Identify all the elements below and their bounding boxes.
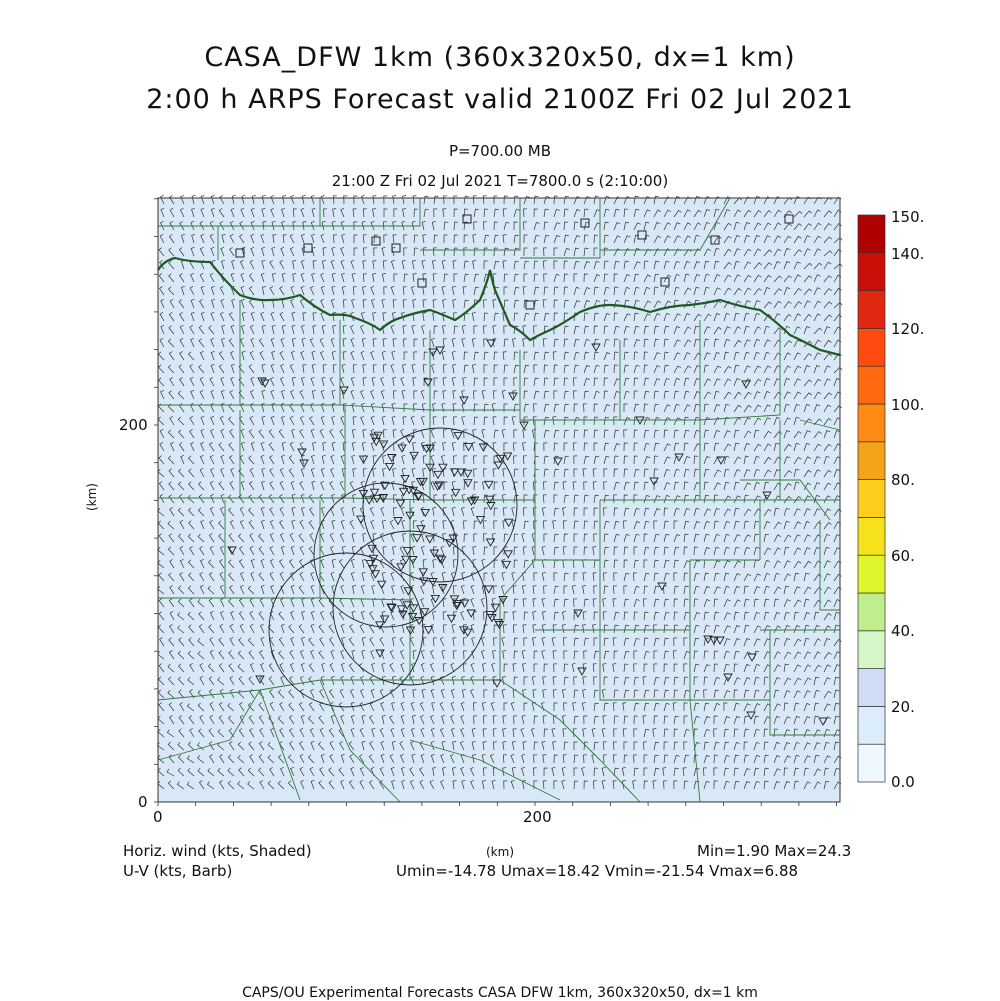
colorbar-swatch [858,442,885,480]
colorbar-label-140: 140. [891,245,925,263]
colorbar-swatch [858,328,885,366]
y-tick-0: 0 [138,793,148,811]
y-tick-200: 200 [119,416,148,434]
y-axis-label: (km) [85,482,100,512]
colorbar-swatch [858,404,885,442]
colorbar-swatch [858,291,885,329]
colorbar-label-120: 120. [891,320,925,338]
x-axis-label: (km) [486,845,515,859]
min-max-values: Min=1.90 Max=24.3 [697,842,852,860]
legend-shaded-field: Horiz. wind (kts, Shaded) [123,842,312,860]
colorbar-label-0: 0.0 [891,773,915,791]
colorbar-swatch [858,253,885,291]
x-tick-200: 200 [523,808,552,826]
title-line-1: CASA_DFW 1km (360x320x50, dx=1 km) [204,42,796,73]
uv-range-values: Umin=-14.78 Umax=18.42 Vmin=-21.54 Vmax=6.88 [396,862,799,880]
colorbar-label-80: 80. [891,471,915,489]
x-tick-0: 0 [153,808,163,826]
colorbar-swatch [858,706,885,744]
colorbar-swatch [858,517,885,555]
colorbar-swatch [858,366,885,404]
colorbar-label-60: 60. [891,547,915,565]
colorbar-swatch [858,215,885,253]
colorbar-label-40: 40. [891,622,915,640]
colorbar-label-150: 150. [891,208,925,226]
valid-time: 21:00 Z Fri 02 Jul 2021 T=7800.0 s (2:10:00) [331,172,669,190]
footer-credit: CAPS/OU Experimental Forecasts CASA DFW 1km, 360x320x50, dx=1 km [242,985,758,1001]
colorbar-swatch [858,669,885,707]
colorbar-label-20: 20. [891,698,915,716]
colorbar-swatch [858,744,885,782]
colorbar-swatch [858,480,885,518]
legend-barb-field: U-V (kts, Barb) [123,862,233,880]
wind-map-plot [120,190,860,830]
colorbar-swatch [858,593,885,631]
colorbar-swatch [858,631,885,669]
pressure-level: P=700.00 MB [448,142,552,160]
title-line-2: 2:00 h ARPS Forecast valid 2100Z Fri 02 Jul 2021 [146,84,854,115]
colorbar-label-100: 100. [891,396,925,414]
colorbar-swatch [858,555,885,593]
